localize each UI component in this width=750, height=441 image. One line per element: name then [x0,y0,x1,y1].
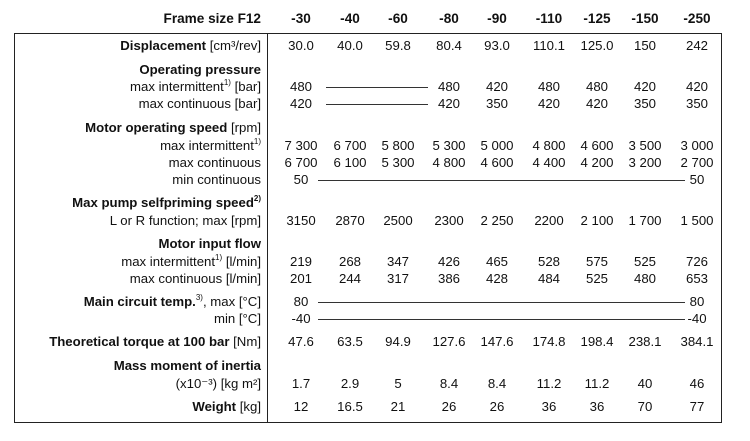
speed-max-value: 4 600 [580,138,614,153]
column-header: -250 [683,11,711,26]
speed-cont-value: 6 100 [333,155,367,170]
torque-value: 198.4 [580,334,614,349]
inertia-value: 8.4 [439,376,459,391]
pump-speed-title: Max pump selfpriming speed$^{2)}$ [72,193,261,210]
pressure-max-value: 480 [585,79,609,94]
inertia-value: 46 [689,376,705,391]
pressure-cont-value: 420 [537,96,561,111]
flow-cont-value: 525 [585,271,609,286]
circuit-temp-label: Main circuit temp.$^{3)}$, max [°C] [83,292,261,309]
speed-cont-value: 4 800 [432,155,466,170]
pressure-cont-value: 350 [633,96,657,111]
displacement-value: 80.4 [436,38,462,53]
inertia-value: 5 [394,376,402,391]
input-flow-title: Motor input flow [158,236,261,251]
pump-speed-value: 2300 [434,213,464,228]
range-line [318,319,685,320]
flow-max-value: 426 [437,254,461,269]
displacement-value: 40.0 [337,38,363,53]
pump-speed-value: 2200 [534,213,564,228]
speed-cont-value: 5 300 [381,155,415,170]
speed-max-value: 4 800 [532,138,566,153]
speed-max-value: 5 800 [381,138,415,153]
torque-value: 147.6 [480,334,514,349]
speed-cont-label: max continuous [168,155,261,170]
displacement-value: 30.0 [288,38,314,53]
speed-cont-value: 2 700 [680,155,714,170]
flow-cont-value: 653 [685,271,709,286]
speed-cont-value: 6 700 [284,155,318,170]
column-header: -125 [583,11,611,26]
inertia-value: 40 [637,376,653,391]
speed-min-label: min continuous [172,172,261,187]
speed-max-label: max intermittent$^{1)}$ [160,136,261,153]
pump-speed-value: 2 250 [480,213,514,228]
pressure-cont-label: max continuous [bar] [138,96,261,111]
weight-value: 26 [489,399,505,414]
speed-max-value: 6 700 [333,138,367,153]
torque-value: 384.1 [680,334,714,349]
speed-max-value: 3 500 [628,138,662,153]
flow-cont-value: 484 [537,271,561,286]
range-line [326,104,428,105]
weight-label: Weight [kg] [192,399,261,414]
temp-max-value: 80 [293,294,309,309]
torque-value: 127.6 [432,334,466,349]
column-header: -40 [340,11,360,26]
temp-min-value: -40 [291,311,311,326]
inertia-value: 2.9 [340,376,360,391]
pressure-max-value: 420 [685,79,709,94]
pressure-cont-value: 350 [685,96,709,111]
speed-cont-value: 4 400 [532,155,566,170]
flow-max-value: 575 [585,254,609,269]
displacement-value: 110.1 [532,38,566,53]
temp-min-label: min [°C] [213,311,261,326]
pressure-max-value: 480 [437,79,461,94]
flow-max-value: 347 [386,254,410,269]
inertia-value: 11.2 [536,376,562,391]
pressure-cont-value: 420 [437,96,461,111]
inertia-value: 11.2 [584,376,610,391]
flow-cont-value: 244 [338,271,362,286]
column-divider [267,33,268,423]
temp-max-value: 80 [689,294,705,309]
flow-cont-value: 428 [485,271,509,286]
column-header: -150 [631,11,659,26]
displacement-value: 150 [633,38,657,53]
weight-value: 77 [689,399,705,414]
flow-cont-value: 317 [386,271,410,286]
frame-size-label: Frame size F12 [163,11,261,26]
pressure-max-label: max intermittent$^{1)}$ [bar] [130,77,261,94]
pressure-cont-value: 350 [485,96,509,111]
speed-max-value: 5 300 [432,138,466,153]
weight-value: 36 [589,399,605,414]
pump-speed-value: 1 700 [628,213,662,228]
column-header: -30 [291,11,311,26]
weight-value: 26 [441,399,457,414]
motor-speed-title: Motor operating speed [rpm] [85,120,261,135]
speed-min-value: 50 [293,172,309,187]
torque-value: 174.8 [532,334,566,349]
speed-cont-value: 4 200 [580,155,614,170]
range-line [318,180,685,181]
pump-speed-value: 2 100 [580,213,614,228]
temp-min-value: -40 [687,311,707,326]
pressure-cont-value: 420 [585,96,609,111]
pump-speed-value: 3150 [286,213,316,228]
inertia-value: 1.7 [291,376,311,391]
flow-max-value: 465 [485,254,509,269]
pressure-max-value: 420 [485,79,509,94]
speed-cont-value: 4 600 [480,155,514,170]
weight-value: 21 [390,399,406,414]
torque-label: Theoretical torque at 100 bar [Nm] [49,334,261,349]
torque-value: 238.1 [628,334,662,349]
range-line [318,302,685,303]
flow-max-label: max intermittent$^{1)}$ [l/min] [121,252,261,269]
speed-max-value: 7 300 [284,138,318,153]
inertia-label: (x10⁻³) [kg m²] [175,376,261,391]
weight-value: 70 [637,399,653,414]
pump-speed-label: L or R function; max [rpm] [109,213,261,228]
flow-cont-value: 201 [289,271,313,286]
pump-speed-value: 2500 [383,213,413,228]
column-header: -90 [487,11,507,26]
displacement-value: 93.0 [484,38,510,53]
flow-max-value: 525 [633,254,657,269]
displacement-label: Displacement [cm³/rev] [120,38,261,53]
displacement-value: 125.0 [580,38,614,53]
flow-cont-label: max continuous [l/min] [129,271,261,286]
displacement-value: 59.8 [385,38,411,53]
torque-value: 63.5 [337,334,363,349]
range-line [326,87,428,88]
operating-pressure-title: Operating pressure [139,62,261,77]
flow-max-value: 726 [685,254,709,269]
weight-value: 12 [293,399,309,414]
flow-cont-value: 480 [633,271,657,286]
column-header: -110 [535,11,563,26]
column-header: -60 [388,11,408,26]
torque-value: 94.9 [385,334,411,349]
torque-value: 47.6 [288,334,314,349]
pressure-cont-value: 420 [289,96,313,111]
pressure-max-value: 480 [289,79,313,94]
column-header: -80 [439,11,459,26]
flow-max-value: 268 [338,254,362,269]
inertia-value: 8.4 [487,376,507,391]
flow-cont-value: 386 [437,271,461,286]
speed-min-value: 50 [689,172,705,187]
speed-max-value: 5 000 [480,138,514,153]
speed-max-value: 3 000 [680,138,714,153]
displacement-value: 242 [685,38,709,53]
pressure-max-value: 480 [537,79,561,94]
weight-value: 16.5 [337,399,363,414]
pressure-max-value: 420 [633,79,657,94]
inertia-title: Mass moment of inertia [113,358,261,373]
weight-value: 36 [541,399,557,414]
pump-speed-value: 1 500 [680,213,714,228]
flow-max-value: 528 [537,254,561,269]
speed-cont-value: 3 200 [628,155,662,170]
flow-max-value: 219 [289,254,313,269]
pump-speed-value: 2870 [335,213,365,228]
